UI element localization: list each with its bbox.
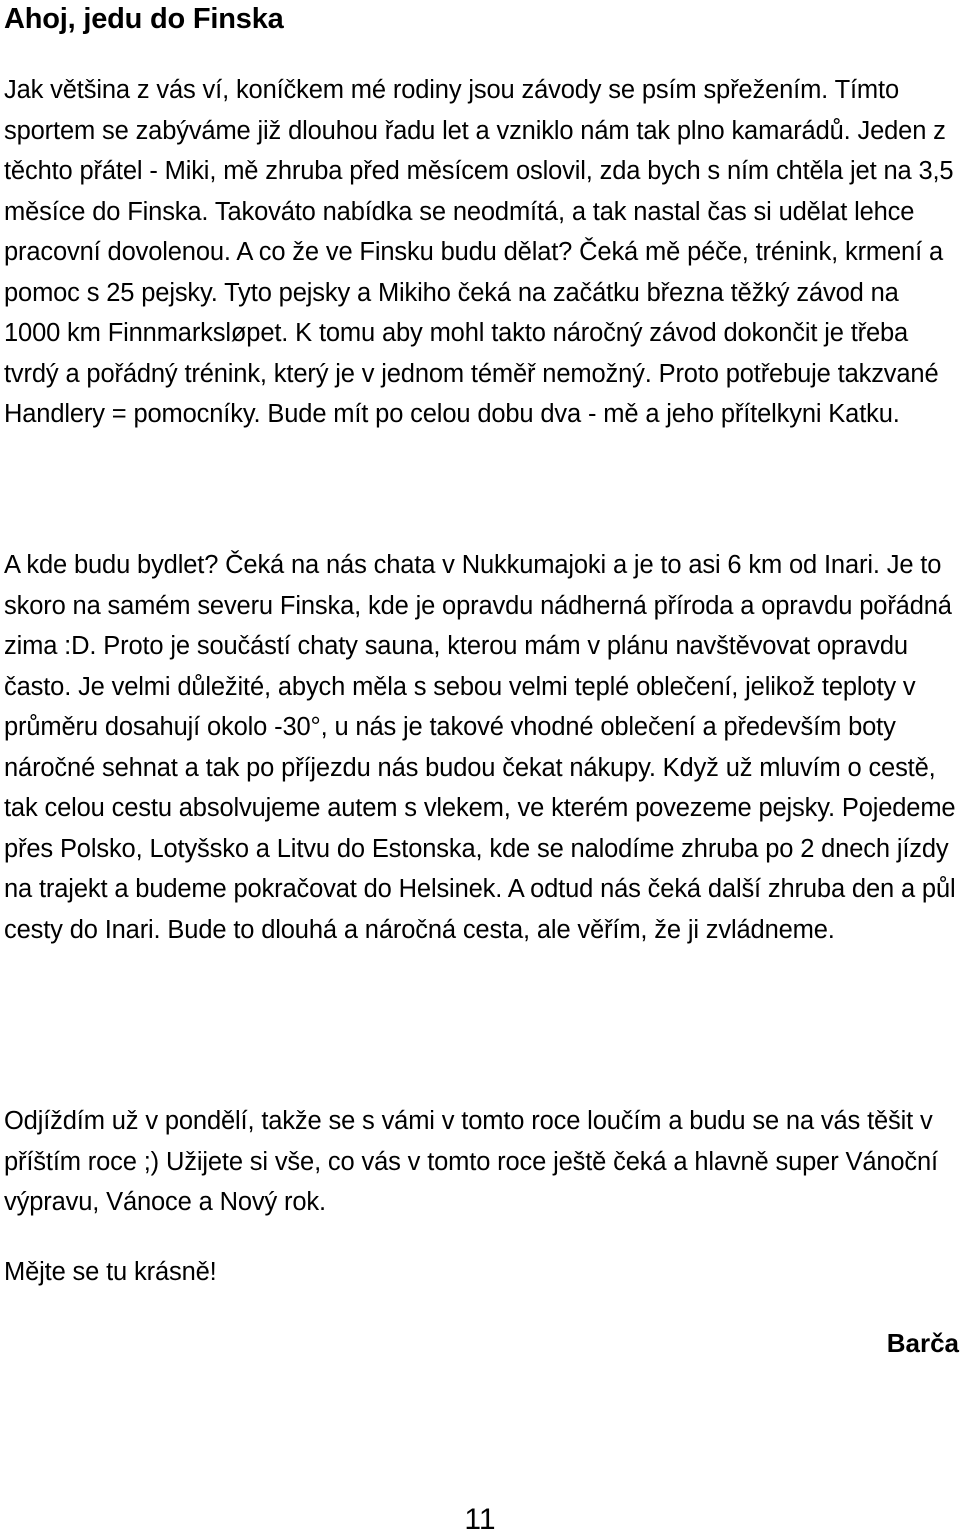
author-signature: Barča: [886, 1328, 959, 1358]
paragraph-closing: Mějte se tu krásně!: [4, 1258, 217, 1286]
page-number: 11: [464, 1503, 496, 1536]
paragraph-intro: Jak většina z vás ví, koníčkem mé rodiny jsou závody se psím spřežením. Tímto sportem se zabýváme již dlouhou řadu let a vzniklo nám tak plno kamarádů. Jeden z těchto přátel - Miki, mě zhruba před měsícem oslovil, zda bych s ním chtěla jet na 3,5 měsíce do Finska. Takováto nabídka se neodmítá, a tak nastal čas si udělat lehce pracovní dovolenou. A co že ve Finsku budu dělat? Čeká mě péče, trénink, krmení a pomoc s 25 pejsky. Tyto pejsky a Mikiho čeká na začátku března těžký závod na 1000 km Finnmarksløpet. K tomu aby mohl takto náročný závod dokončit je třeba tvrdý a pořádný trénink, který je v jednom téměř nemožný. Proto potřebuje takzvané Handlery = pomocníky. Bude mít po celou dobu dva - mě a jeho přítelkyni Katku.: [4, 76, 954, 428]
page-title: Ahoj, jedu do Finska: [4, 3, 284, 35]
paragraph-accommodation: A kde budu bydlet? Čeká na nás chata v Nukkumajoki a je to asi 6 km od Inari. Je to skoro na samém severu Finska, kde je opravdu nádherná příroda a opravdu pořádná zima :D. Proto je součástí chaty sauna, kterou mám v plánu navštěvovat opravdu často. Je velmi důležité, abych měla s sebou velmi teplé oblečení, jelikož teploty v průměru dosahují okolo -30°, u nás je takové vhodné oblečení a především boty náročné sehnat a tak po příjezdu nás budou čekat nákupy. Když už mluvím o cestě, tak celou cestu absolvujeme autem s vlekem, ve kterém povezeme pejsky. Pojedeme přes Polsko, Lotyšsko a Litvu do Estonska, kde se nalodíme zhruba po 2 dnech jízdy na trajekt a budeme pokračovat do Helsinek. A odtud nás čeká další zhruba den a půl cesty do Inari. Bude to dlouhá a náročná cesta, ale věřím, že ji zvládneme.: [4, 551, 956, 944]
paragraph-farewell: Odjíždím už v pondělí, takže se s vámi v tomto roce loučím a budu se na vás těšit v příštím roce ;) Užijete si vše, co vás v tomto roce ještě čeká a hlavně super Vánoční výpravu, Vánoce a Nový rok.: [4, 1107, 938, 1216]
